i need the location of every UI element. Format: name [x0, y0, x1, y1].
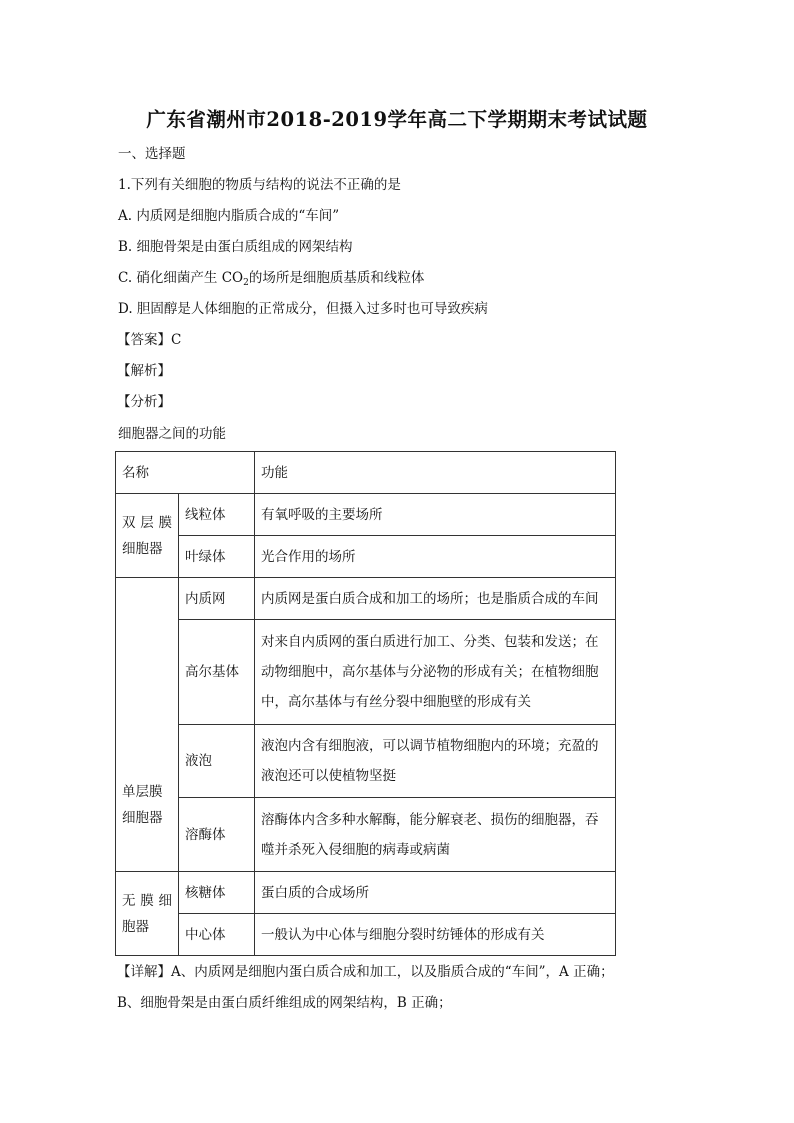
group-single-membrane	[116, 578, 179, 872]
organelle-name: 内质网	[179, 578, 255, 620]
organelle-function	[255, 620, 616, 725]
function-line: 液泡内含有细胞液，可以调节植物细胞内的环境；充盈的	[261, 738, 599, 754]
function-line: 对来自内质网的蛋白质进行加工、分类、包装和发送；在	[261, 634, 599, 650]
function-line: 液泡还可以使植物坚挺	[261, 768, 396, 784]
organelle-name: 叶绿体	[179, 536, 255, 578]
section-heading: 一、选择题	[118, 146, 186, 162]
option-c	[118, 269, 424, 292]
organelle-name: 高尔基体	[179, 620, 255, 725]
detail-line-2: B、细胞骨架是由蛋白质纤维组成的网架结构，B 正确；	[117, 995, 452, 1011]
group-label-line: 无膜细	[122, 892, 172, 909]
group-label-line: 细胞器	[122, 810, 163, 826]
group-label-line: 双层膜	[122, 514, 172, 531]
page-title: 广东省潮州市2018-2019学年高二下学期期末考试试题	[146, 108, 648, 131]
analysis-label: 【分析】	[117, 394, 171, 410]
table-row	[116, 536, 616, 578]
table-caption: 细胞器之间的功能	[118, 426, 226, 442]
organelle-function	[255, 725, 616, 798]
table-row	[116, 798, 616, 872]
header-function: 功能	[255, 452, 616, 494]
group-no-membrane	[116, 872, 179, 956]
option-c-text: C. 硝化细菌产生 CO	[118, 270, 244, 286]
organelle-function: 光合作用的场所	[255, 536, 616, 578]
table-row	[116, 620, 616, 725]
table-row	[116, 914, 616, 956]
function-line: 动物细胞中，高尔基体与分泌物的形成有关；在植物细胞	[261, 664, 599, 680]
group-label-line: 单层膜	[122, 784, 163, 800]
group-double-membrane	[116, 494, 179, 578]
option-c-text-rest: 的场所是细胞质基质和线粒体	[248, 270, 425, 286]
organelle-function	[255, 798, 616, 872]
organelle-table	[115, 451, 616, 956]
option-d: D. 胆固醇是人体细胞的正常成分，但摄入过多时也可导致疾病	[118, 301, 488, 317]
question-stem: 1.下列有关细胞的物质与结构的说法不正确的是	[118, 177, 401, 193]
organelle-function: 内质网是蛋白质合成和加工的场所；也是脂质合成的车间	[255, 578, 616, 620]
co2-subscript: 2	[243, 278, 249, 288]
group-label-line: 胞器	[122, 918, 149, 935]
function-line: 中，高尔基体与有丝分裂中细胞壁的形成有关	[261, 694, 531, 710]
organelle-name: 核糖体	[179, 872, 255, 914]
table-row	[116, 872, 616, 914]
option-a: A. 内质网是细胞内脂质合成的“车间”	[118, 208, 340, 224]
answer-line: 【答案】C	[117, 332, 182, 348]
detail-line-1: 【详解】A、内质网是细胞内蛋白质合成和加工，以及脂质合成的“车间”，A 正确；	[117, 964, 614, 980]
organelle-name: 中心体	[179, 914, 255, 956]
table-row	[116, 725, 616, 798]
organelle-function: 有氧呼吸的主要场所	[255, 494, 616, 536]
function-line: 溶酶体内含多种水解酶，能分解衰老、损伤的细胞器，吞	[261, 811, 599, 828]
header-name: 名称	[116, 452, 255, 494]
function-line: 噬并杀死入侵细胞的病毒或病菌	[261, 841, 450, 858]
group-label-line: 细胞器	[122, 540, 163, 557]
organelle-function: 一般认为中心体与细胞分裂时纺锤体的形成有关	[255, 914, 616, 956]
table-row	[116, 578, 616, 620]
organelle-name: 液泡	[179, 725, 255, 798]
organelle-function: 蛋白质的合成场所	[255, 872, 616, 914]
explain-label: 【解析】	[117, 363, 171, 379]
organelle-name: 溶酶体	[179, 798, 255, 872]
table-header-row	[116, 452, 616, 494]
table-row	[116, 494, 616, 536]
option-b: B. 细胞骨架是由蛋白质组成的网架结构	[118, 239, 353, 255]
organelle-name: 线粒体	[179, 494, 255, 536]
